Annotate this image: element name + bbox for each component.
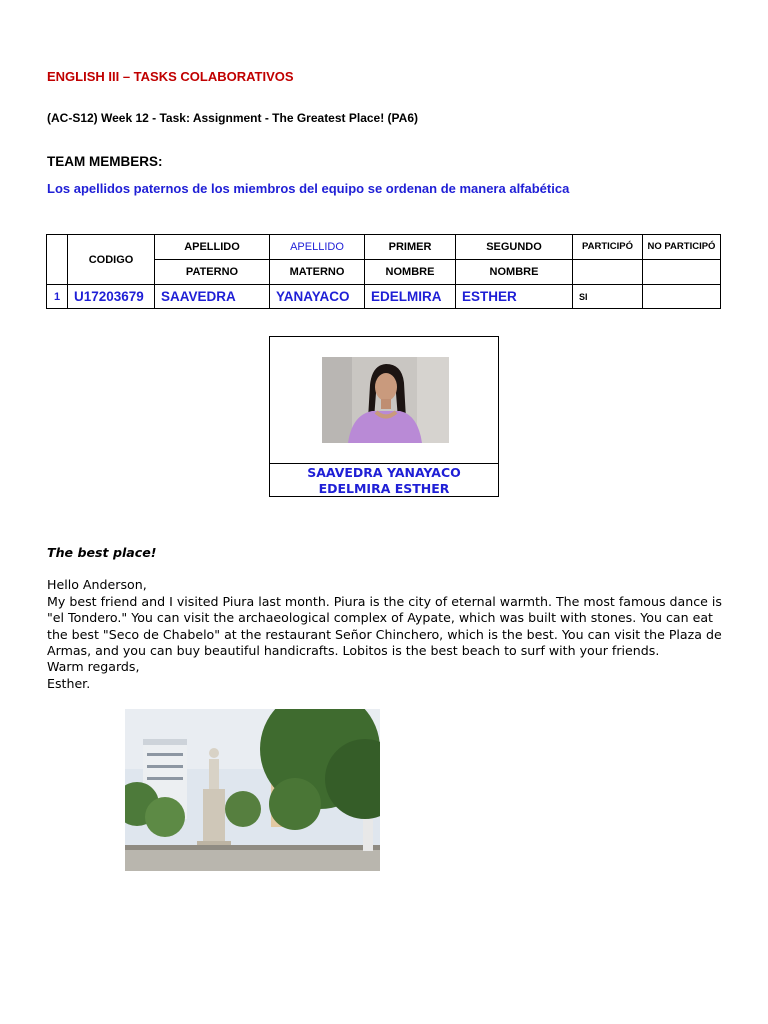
letter-closing: Warm regards, [47,659,140,675]
letter-signature: Esther. [47,675,91,691]
codigo-cell: U17203679 [68,285,155,309]
task-title: (AC-S12) Week 12 - Task: Assignment - The Greatest Place! (PA6) [47,111,418,125]
primer-nombre-cell: EDELMIRA [365,285,456,309]
participo-header-empty [573,260,643,285]
apellido-materno-cell: YANAYACO [270,285,365,309]
apellido-paterno-cell: SAAVEDRA [155,285,270,309]
num-header-cell [47,235,68,285]
caption-line-1: SAAVEDRA YANAYACO [307,465,461,480]
member-photo [322,357,449,443]
no-participo-header-empty [643,260,721,285]
apellido-paterno-header-top: APELLIDO [155,235,270,260]
team-members-table [46,234,721,309]
table-row [47,285,721,309]
ordering-note: Los apellidos paternos de los miembros del equipo se ordenan de manera alfabética [47,181,570,196]
participo-header: PARTICIPÓ [573,235,643,260]
no-participo-cell [643,285,721,309]
caption-line-2: EDELMIRA ESTHER [318,481,450,496]
primer-nombre-header-bottom: NOMBRE [365,260,456,285]
primer-nombre-header-top: PRIMER [365,235,456,260]
course-title: ENGLISH III – TASKS COLABORATIVOS [47,69,294,84]
plaza-de-armas-photo [125,709,380,871]
apellido-materno-header-bottom: MATERNO [270,260,365,285]
segundo-nombre-cell: ESTHER [456,285,573,309]
apellido-materno-header-top: APELLIDO [270,235,365,260]
letter-title: The best place! [47,545,157,560]
segundo-nombre-header-top: SEGUNDO [456,235,573,260]
apellido-paterno-header-bottom: PATERNO [155,260,270,285]
participo-cell: SI [573,285,643,309]
row-number: 1 [47,285,68,309]
letter-body: My best friend and I visited Piura last month. Piura is the city of eternal warmth. The most famous dance is "el Tondero." You can visit the archaeological complex of Aypate, which was built with stones. You can eat the best "Seco de Chabelo" at the restaurant Señor Chinchero, which is the best. You can visit the Plaza de Armas, and you can buy beautiful handicrafts. Lobitos is the best beach to surf with your friends. [47,593,722,659]
segundo-nombre-header-bottom: NOMBRE [456,260,573,285]
no-participo-header: NO PARTICIPÓ [643,235,721,260]
member-photo-card [269,336,499,497]
team-members-heading: TEAM MEMBERS: [47,154,163,169]
member-photo-caption [270,463,498,497]
codigo-header: CODIGO [68,235,155,285]
header-row-top [47,235,721,260]
letter-greeting: Hello Anderson, [47,577,147,593]
letter [47,545,727,692]
